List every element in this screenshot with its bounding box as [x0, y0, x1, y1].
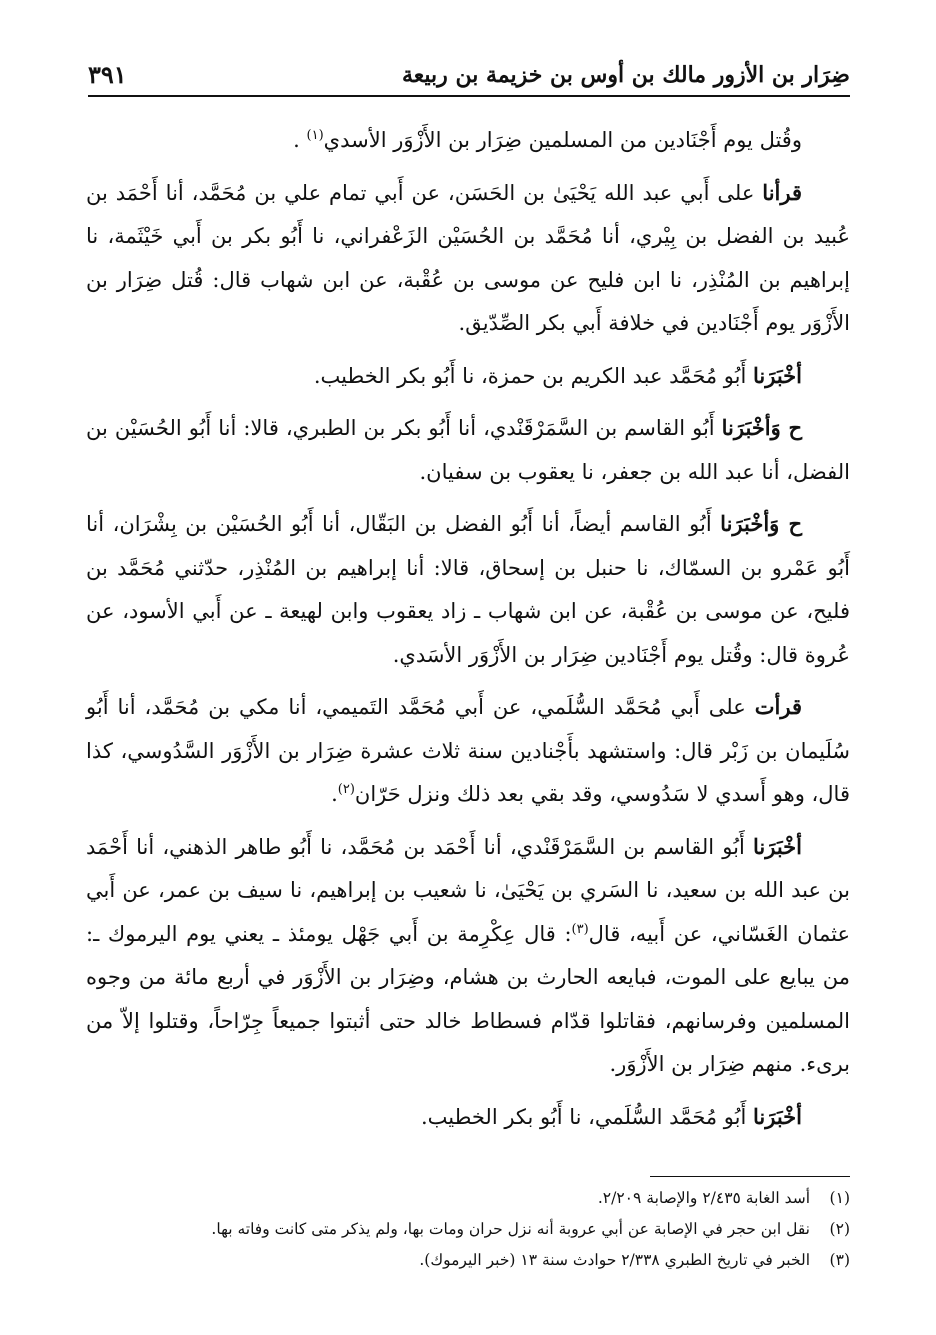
paragraph [86, 502, 850, 677]
footnote-rule [650, 1176, 850, 1177]
paragraph-text: أَبُو مُحَمَّد عبد الكريم بن حمزة، نا أَبُو بكر الخطيب. [313, 363, 754, 388]
paragraph [86, 171, 850, 346]
footnote [86, 1183, 850, 1214]
main-text [86, 118, 850, 1147]
paragraph [86, 1095, 850, 1140]
running-title: ضِرَار بن الأزور مالك بن أوس بن خزيمة بن ربيعة [402, 62, 850, 88]
paragraph [86, 825, 850, 1087]
paragraph-keyword: قرأنا [762, 179, 802, 205]
footnote-ref: (١) [306, 128, 324, 143]
running-header [88, 56, 850, 96]
paragraph [86, 118, 850, 163]
paragraph [86, 685, 850, 817]
paragraph-text: وقُتل يوم أَجْنَادين من المسلمين ضِرَار بن الأَزْوَر الأسدي [323, 128, 802, 152]
footnote-text: الخبر في تاريخ الطبري ٢/٣٣٨ حوادث سنة ١٣ (خبر اليرموك). [419, 1251, 810, 1269]
paragraph-keyword: ح وَأخْبَرَنا [721, 415, 802, 440]
footnote-ref: (٣) [571, 921, 589, 937]
footnote-text: نقل ابن حجر في الإصابة عن أبي عروبة أنه نزل حران ومات بها، ولم يذكر متى كانت وفاته بها. [211, 1220, 810, 1238]
paragraph-keyword: أخْبَرَنا [753, 1103, 802, 1129]
paragraph-keyword: أخْبَرَنا [753, 362, 802, 388]
footnote-number: (١) [829, 1189, 850, 1207]
paragraph-keyword: ح وَأخْبَرَنا [720, 511, 802, 536]
header-rule [88, 95, 850, 97]
paragraph-tail: : قال عِكْرِمة بن أَبي جَهْل يومئذ ـ يعني يوم اليرموك ـ: من يبايع على الموت، فبايعه الحارث بن هشام، وضِرَار بن الأَزْوَر في أربع مائة من وجوه المسلمين وفرسانهم، فقاتلوا قدّام فسطاط خالد حتى أثبتوا جميعاً جِرّاحاً، وقتلوا إلاّ من برىء. منهم ضِرَار بن الأَزْوَر. [86, 921, 850, 1076]
footnote-number: (٢) [829, 1220, 850, 1238]
paragraph [86, 354, 850, 399]
footnote-number: (٣) [829, 1251, 850, 1269]
footnotes [86, 1183, 850, 1276]
paragraph-text: أَبُو القاسم بن السَّمَرْقَنْدي، أنا أَحْمَد بن مُحَمَّد، نا أَبُو طاهر الذهني، أنا أَحْمَد بن عبد الله بن سعيد، نا السَري بن يَحْيَىٰ، نا شعيب بن إبراهيم، نا سيف بن عمر، عن أَبي عثمان الغَسّاني، عن أَبيه، قال [86, 834, 850, 946]
paragraph-text: على أَبي عبد الله يَحْيَىٰ بن الحَسَن، عن أَبي تمام علي بن مُحَمَّد، أنا أَحْمَد بن عُبيد بن الفضل بن بِيْري، أنا مُحَمَّد بن الحُسَيْن الزَعْفراني، نا أَبُو بكر بن أَبي خَيْثَمة، نا إبراهيم بن المُنْذِر، نا ابن فليح عن موسى بن عُقْبة، عن ابن شهاب قال: قُتل ضِرَار بن الأَزْوَر يوم أَجْنَادين في خلافة أَبي بكر الصِّدّيق. [86, 180, 850, 335]
page-number: ٣٩١ [88, 60, 127, 89]
footnote-ref: (٢) [337, 782, 355, 797]
footnote-text: أسد الغابة ٢/٤٣٥ والإصابة ٢/٢٠٩. [597, 1189, 810, 1207]
paragraph-keyword: أخْبَرَنا [753, 833, 802, 859]
footnote [86, 1214, 850, 1245]
footnote [86, 1245, 850, 1276]
paragraph [86, 406, 850, 494]
paragraph-text: أَبُو القاسم أيضاً، أنا أَبُو الفضل بن البَقّال، أنا أَبُو الحُسَيْن بن بِشْرَان، أنا أَبُو عَمْرو بن السمّاك، نا حنبل بن إسحاق، قالا: أنا إبراهيم بن المُنْذِر، حدّثني مُحَمَّد بن فليح، عن موسى بن عُقْبة، عن ابن شهاب ـ زاد يعقوب وابن لهيعة ـ عن أَبي الأسود، عن عُروة قال: وقُتل يوم أَجْنَادين ضِرَار بن الأَزْوَر الأسَدي. [86, 512, 850, 667]
paragraph-tail: . [331, 782, 338, 806]
paragraph-text: أَبُو القاسم بن السَّمَرْقَنْدي، أنا أَبُو بكر بن الطبري، قالا: أنا أَبُو الحُسَيْن بن الفضل، أنا عبد الله بن جعفر، نا يعقوب بن سفيان. [86, 416, 850, 484]
paragraph-tail: . [293, 128, 307, 152]
paragraph-keyword: قرأت [754, 694, 802, 719]
paragraph-text: أَبُو مُحَمَّد السُّلَمي، نا أَبُو بكر الخطيب. [421, 1104, 754, 1129]
paragraph-text: على أَبي مُحَمَّد السُّلَمي، عن أَبي مُحَمَّد التَميمي، أنا مكي بن مُحَمَّد، أنا أَبُو سُلَيمان بن زَبْر قال: واستشهد بأَجْنادين سنة ثلاث عشرة ضِرَار بن الأَزْوَر السَّدُوسي، كذا قال، وهو أَسدي لا سَدُوسي، وقد بقي بعد ذلك ونزل حَرّان [86, 695, 850, 806]
